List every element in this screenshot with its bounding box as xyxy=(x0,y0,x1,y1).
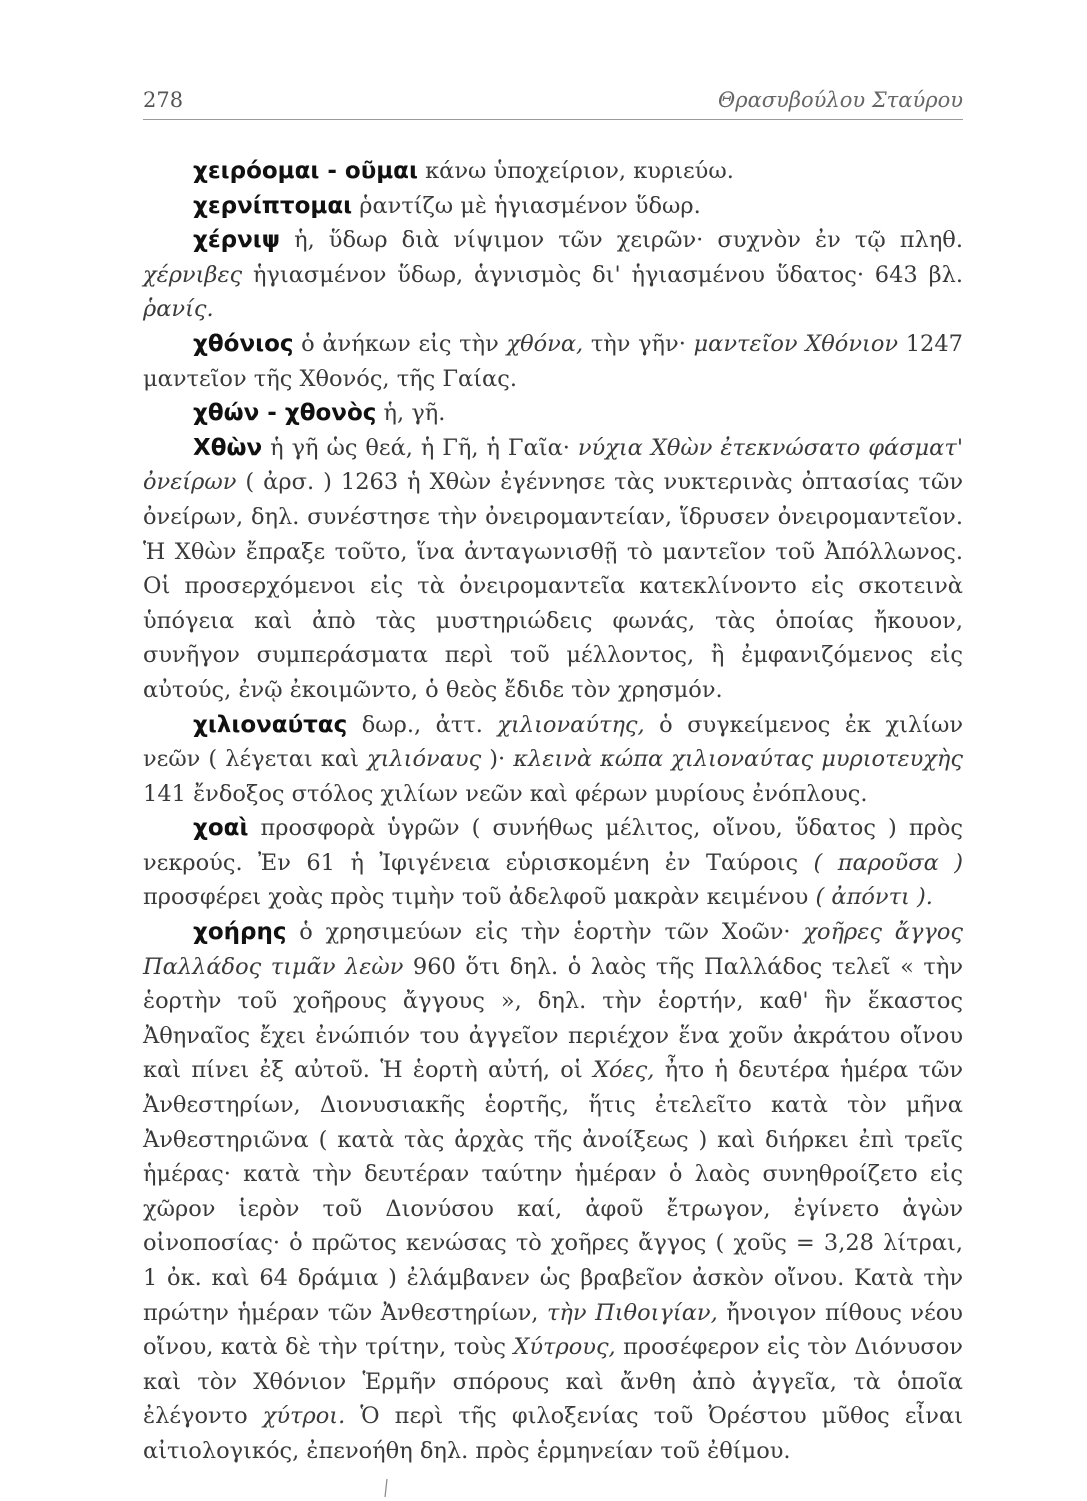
italic-term: χέρνιβες xyxy=(143,261,243,288)
italic-term: μαντεῖον Χθόνιον xyxy=(693,330,899,357)
headword: χιλιοναύτας xyxy=(193,711,348,738)
italic-term: χθόνα, xyxy=(506,330,584,357)
running-head: Θρασυβούλου Σταύρου xyxy=(718,88,963,112)
entry-chthonios xyxy=(143,327,963,396)
definition: ὁ χρησιμεύων εἰς τὴν ἑορτὴν τῶν Χοῶν· xyxy=(286,919,804,946)
definition: ἡ, γῆ. xyxy=(376,400,446,427)
definition: ὁ συγκείμενος ἐκ χιλίων νεῶν ( λέγεται καὶ xyxy=(143,711,964,773)
entry-cherniptomai xyxy=(143,189,963,224)
headword: χέρνιψ xyxy=(193,227,280,254)
definition: ἡ, ὕδωρ διὰ νίψιμον τῶν χειρῶν· συχνὸν ἐν τῷ πληθ. xyxy=(280,227,963,254)
headword: χερνίπτομαι xyxy=(193,192,353,219)
definition: ( ἀρσ. ) 1263 ἡ Χθὼν ἐγέννησε τὰς νυκτερινὰς ὀπτασίας τῶν ὀνείρων, δηλ. συνέστησε τὴν ὀνειρομαντείαν, ἵδρυσεν ὀνειρομαντεῖον. Ἡ Χθὼν ἔπραξε τοῦτο, ἵνα ἀνταγωνισθῇ τὸ μαντεῖον τοῦ Ἀπόλλωνος. Οἱ προσερχόμενοι εἰς τὰ ὀνειρομαντεῖα κατεκλίνοντο εἰς σκοτεινὰ ὑπόγεια καὶ ἀπὸ τὰς μυστηριώδεις φωνάς, τὰς ὁποίας ἤκουον, συνῆγον συμπεράσματα περὶ τοῦ μέλλοντος, ἢ ἐμφανιζόμενος εἰς αὐτούς, ἐνῷ ἐκοιμῶντο, ὁ θεὸς ἔδιδε τὸν χρησμόν. xyxy=(143,469,963,703)
italic-term: χύτροι. xyxy=(262,1403,346,1430)
definition: ῥαντίζω μὲ ἡγιασμένον ὕδωρ. xyxy=(352,192,701,219)
definition: ἡ γῆ ὡς θεά, ἡ Γῆ, ἡ Γαῖα· xyxy=(262,434,578,461)
entry-chthon-goddess xyxy=(143,431,963,708)
page-number: 278 xyxy=(143,88,184,112)
definition: 1247 μαντεῖον τῆς Χθονός, τῆς Γαίας. xyxy=(143,330,963,392)
definition: κάνω ὑποχείριον, κυριεύω. xyxy=(417,158,734,184)
definition: προσφέρει χοὰς πρὸς τιμὴν τοῦ ἀδελφοῦ μακρὰν κειμένου xyxy=(143,884,816,911)
entry-choai xyxy=(143,811,963,915)
italic-term: Χόες, xyxy=(592,1057,655,1084)
definition: τὴν γῆν· xyxy=(583,330,694,357)
italic-term: κλεινὰ κώπα χιλιοναύτας μυριοτευχὴς xyxy=(513,746,964,773)
entry-chernips xyxy=(143,223,963,327)
definition: ἡγιασμένον ὕδωρ, ἁγνισμὸς δι' ἡγιασμένου ὕδατος· 643 βλ. xyxy=(242,261,963,288)
headword: χθόνιος xyxy=(193,330,294,357)
headword: χοήρης xyxy=(193,919,287,946)
definition: ὁ ἀνήκων εἰς τὴν xyxy=(293,330,507,357)
definition: 141 ἔνδοξος στόλος χιλίων νεῶν καὶ φέρων μυρίους ἐνόπλους. xyxy=(143,780,868,807)
definition: Ὁ περὶ τῆς φιλοξενίας τοῦ Ὀρέστου μῦθος εἶναι αἰτιολογικός, ἐπενοήθη δηλ. πρὸς ἑρμηνείαν τοῦ ἐθίμου. xyxy=(143,1403,963,1464)
italic-term: ( ἀπόντι ). xyxy=(815,884,933,911)
entry-choeres xyxy=(143,915,963,1469)
header-rule xyxy=(143,119,963,120)
definition: προσφορὰ ὑγρῶν ( συνήθως μέλιτος, οἴνου, ὕδατος ) πρὸς νεκρούς. Ἐν 61 ἡ Ἰφιγένεια εὑρισκομένη ἐν Ταύροις xyxy=(143,815,963,876)
headword: χειρόομαι - οῦμαι xyxy=(193,158,418,184)
entry-chilionautas xyxy=(143,708,963,812)
italic-term: τὴν Πιθοιγίαν, xyxy=(546,1299,718,1326)
definition: ἦτο ἡ δευτέρα ἡμέρα τῶν Ἀνθεστηρίων, Διονυσιακῆς ἑορτῆς, ἥτις ἐτελεῖτο κατὰ τὸν μῆνα Ἀνθεστηριῶνα ( κατὰ τὰς ἀρχὰς τῆς ἀνοίξεως ) καὶ διήρκει ἐπὶ τρεῖς ἡμέρας· κατὰ τὴν δευτέραν ταύτην ἡμέραν ὁ λαὸς συνηθροίζετο εἰς χῶρον ἱερὸν τοῦ Διονύσου καί, ἀφοῦ ἔτρωγον, ἐγίνετο ἀγὼν οἰνοποσίας· ὁ πρῶτος κενώσας τὸ χοῆρες ἄγγος ( χοῦς = 3,28 λίτραι, 1 ὀκ. καὶ 64 δράμια ) ἐλάμβανεν ὡς βραβεῖον ἀσκὸν οἴνου. Κατὰ τὴν πρώτην ἡμέραν τῶν Ἀνθεστηρίων, xyxy=(143,1057,963,1326)
entry-chthon-chthonos xyxy=(143,396,963,431)
definition: ἤνοιγον πίθους νέου οἴνου, κατὰ δὲ τὴν τρίτην, τοὺς xyxy=(143,1299,963,1361)
headword: χθών - χθονὸς xyxy=(193,400,377,427)
page-header xyxy=(143,88,963,122)
italic-term: ῥανίς. xyxy=(143,296,214,323)
entry-cheiroomai xyxy=(143,154,963,189)
definition: προσέφερον εἰς τὸν Διόνυσον καὶ τὸν Χθόνιον Ἑρμῆν σπόρους καὶ ἄνθη ἀπὸ ἀγγεῖα, τὰ ὁποῖα ἐλέγοντο xyxy=(143,1334,963,1430)
definition: δωρ., ἀττ. xyxy=(347,711,498,738)
definition: 960 ὅτι δηλ. ὁ λαὸς τῆς Παλλάδος τελεῖ « τὴν ἑορτὴν τοῦ χοῆρους ἄγγους », δηλ. τὴν ἑορτήν, καθ' ἣν ἕκαστος Ἀθηναῖος ἔχει ἐνώπιόν του ἀγγεῖον περιέχον ἕνα χοῦν ἀκράτου οἴνου καὶ πίνει ἐξ αὐτοῦ. Ἡ ἑορτὴ αὐτή, οἱ xyxy=(143,953,963,1084)
definition: )· xyxy=(481,746,514,773)
italic-term: χιλιόναυς xyxy=(366,746,482,773)
italic-term: χοῆρες ἄγγος Παλλάδος τιμᾶν λεὼν xyxy=(143,919,964,980)
headword: χοαὶ xyxy=(193,815,249,842)
italic-term: χιλιοναύτης, xyxy=(497,711,645,738)
italic-term: ( παροῦσα ) xyxy=(813,849,963,876)
italic-term: Χύτρους, xyxy=(513,1334,616,1361)
headword: Χθὼν xyxy=(193,434,263,461)
pen-mark xyxy=(383,1478,389,1498)
lexicon-body xyxy=(143,154,963,1469)
italic-term: νύχια Χθὼν ἐτεκνώσατο φάσματ' ὀνείρων xyxy=(143,434,964,496)
